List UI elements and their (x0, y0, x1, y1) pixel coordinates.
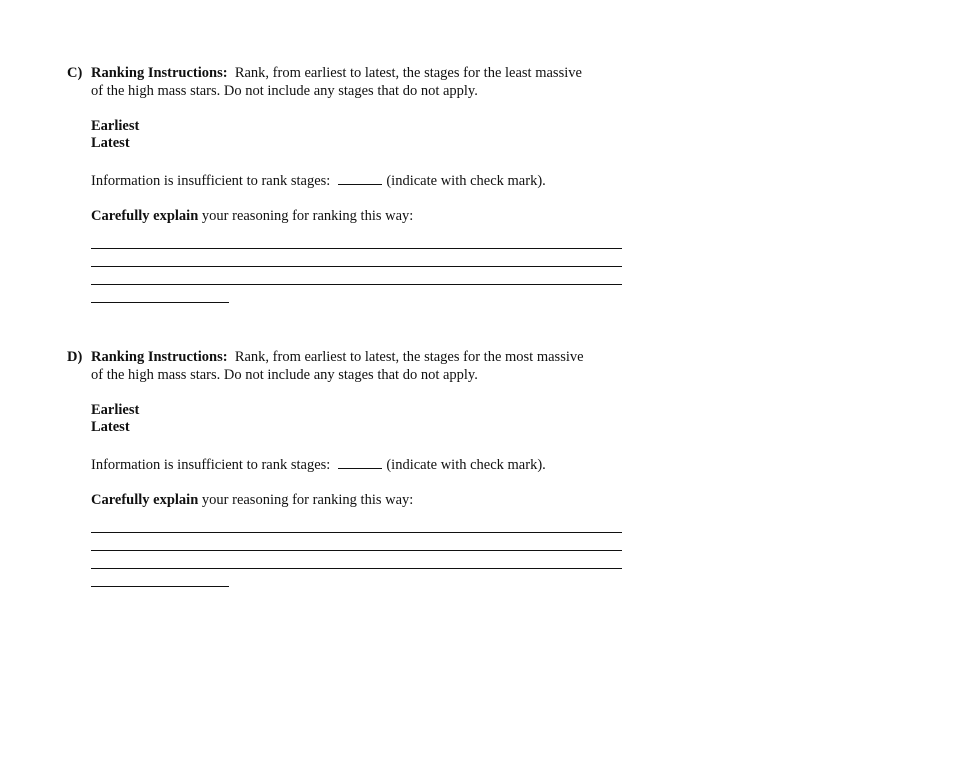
answer-line[interactable] (91, 231, 622, 249)
insufficient-info-label: Information is insufficient to rank stages: (91, 173, 331, 189)
instructions-text-line2: of the high mass stars. Do not include any stages that do not apply. (91, 83, 478, 99)
explain-text: your reasoning for ranking this way: (201, 492, 414, 508)
answer-line[interactable] (91, 285, 229, 303)
insufficient-info-hint: (indicate with check mark). (386, 173, 546, 189)
answer-lines (67, 515, 627, 587)
answer-line[interactable] (91, 249, 622, 267)
question-letter: D) (67, 349, 83, 365)
insufficient-info-row (67, 455, 627, 474)
instructions-text-line1: Rank, from earliest to latest, the stages for the least massive (234, 65, 582, 81)
question-d (67, 348, 627, 587)
question-c (67, 64, 627, 303)
insufficient-info-row (67, 171, 627, 190)
answer-line[interactable] (91, 515, 622, 533)
explain-text: your reasoning for ranking this way: (201, 208, 414, 224)
earliest-label: Earliest (91, 402, 140, 418)
latest-label: Latest (91, 135, 130, 151)
instructions-heading: Ranking Instructions: (91, 65, 228, 81)
instructions-text-line2: of the high mass stars. Do not include any stages that do not apply. (91, 367, 478, 383)
answer-line[interactable] (91, 569, 229, 587)
latest-label: Latest (91, 419, 130, 435)
instructions-heading: Ranking Instructions: (91, 349, 228, 365)
ranking-instructions (67, 64, 627, 100)
check-mark-blank[interactable] (338, 171, 382, 185)
earliest-label: Earliest (91, 118, 140, 134)
answer-line[interactable] (91, 551, 622, 569)
ranking-list (67, 118, 627, 152)
answer-line[interactable] (91, 533, 622, 551)
check-mark-blank[interactable] (338, 455, 382, 469)
ranking-instructions (67, 348, 627, 384)
answer-line[interactable] (91, 267, 622, 285)
explain-prompt (67, 207, 627, 225)
answer-lines (67, 231, 627, 303)
instructions-text-line1: Rank, from earliest to latest, the stages for the most massive (234, 349, 584, 365)
insufficient-info-hint: (indicate with check mark). (386, 457, 546, 473)
insufficient-info-label: Information is insufficient to rank stages: (91, 457, 331, 473)
ranking-list (67, 402, 627, 436)
explain-bold: Carefully explain (91, 208, 199, 224)
question-letter: C) (67, 65, 83, 81)
explain-prompt (67, 491, 627, 509)
explain-bold: Carefully explain (91, 492, 199, 508)
